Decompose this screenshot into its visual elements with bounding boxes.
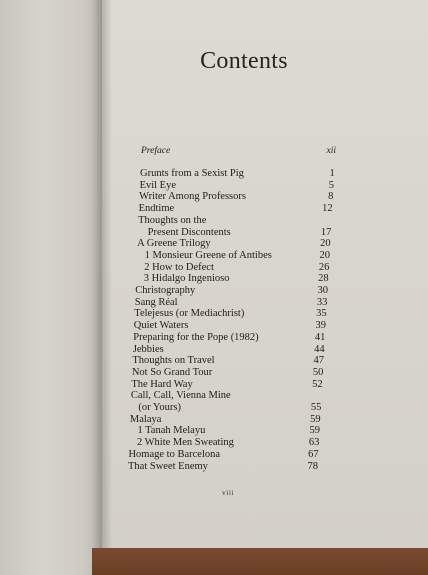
toc-entry-title: Grunts from a Sexist Pig — [140, 168, 244, 179]
toc-entry-page: 63 — [308, 437, 320, 449]
toc-entry-page: 67 — [308, 448, 319, 460]
toc-entry-title: 2 White Men Sweating — [136, 437, 234, 449]
toc-entry-title: Not So Grand Tour — [131, 366, 213, 378]
toc-entry-page: 28 — [318, 273, 329, 285]
toc-entry-title: (or Yours) — [138, 402, 181, 413]
toc-entry-title: Quiet Waters — [133, 320, 189, 332]
toc-entry — [0, 262, 428, 274]
toc-entry — [0, 238, 428, 250]
toc-entry-title: Endtime — [138, 203, 175, 215]
table-surface — [92, 548, 428, 575]
toc-entry-page: 78 — [307, 460, 318, 472]
toc-entry — [0, 320, 428, 332]
toc-entry-page: 20 — [320, 238, 331, 250]
toc-entry — [0, 203, 428, 215]
toc-entry-title: Homage to Barcelona — [128, 448, 221, 460]
toc-entry — [0, 145, 428, 157]
page-folio: viii — [222, 488, 235, 497]
toc-entry — [0, 191, 428, 203]
toc-entry-title: Jebbies — [132, 343, 164, 355]
toc-entry — [0, 180, 428, 192]
toc-entry-page: 33 — [316, 296, 328, 308]
toc-entry-title: Christography — [135, 285, 196, 296]
toc-entry-page: 35 — [316, 308, 327, 320]
toc-entry — [0, 168, 428, 180]
toc-entry — [0, 390, 428, 402]
toc-entry-title: Present Discontents — [147, 226, 231, 238]
toc-entry-page: 8 — [328, 191, 334, 203]
toc-entry-page: 52 — [312, 378, 323, 390]
toc-entry-title: 1 Monsieur Greene of Antibes — [144, 249, 272, 261]
toc-entry — [0, 414, 428, 426]
toc-entry-page: 59 — [310, 413, 321, 425]
toc-entry-title: Call, Call, Vienna Mine — [130, 390, 231, 402]
toc-entry — [0, 285, 428, 297]
toc-entry-page: 1 — [329, 168, 335, 179]
toc-entry-title: Preface — [141, 146, 171, 156]
toc-entry — [0, 355, 428, 367]
toc-entry — [0, 273, 428, 285]
toc-entry — [0, 297, 428, 309]
toc-entry — [0, 215, 428, 227]
toc-entry — [0, 227, 428, 239]
toc-entry-title: 1 Tanah Melayu — [137, 425, 206, 437]
toc-entry-title: Malaya — [129, 413, 162, 425]
toc-entry — [0, 437, 428, 449]
toc-entry-title: The Hard Way — [131, 378, 193, 390]
toc-entry-page: xii — [326, 146, 336, 156]
toc-entry-page: 55 — [310, 402, 322, 413]
toc-entry-title: Thoughts on the — [138, 214, 207, 226]
toc-entry — [0, 250, 428, 262]
toc-entry-page: 50 — [312, 366, 324, 378]
toc-entry-page: 44 — [314, 343, 325, 355]
toc-entry-title: Thoughts on Travel — [132, 355, 215, 367]
toc-entry-title: A Greene Trilogy — [137, 238, 211, 250]
toc-entry-page: 26 — [318, 261, 330, 273]
toc-entry-title: Evil Eye — [139, 179, 177, 191]
toc-entry-title: Writer Among Professors — [139, 191, 246, 203]
toc-entry-title: Telejesus (or Mediachrist) — [134, 308, 245, 320]
toc-entry-page: 30 — [317, 285, 328, 296]
toc-entry-title: That Sweet Enemy — [128, 460, 208, 472]
toc-entry-title: 3 Hidalgo Ingenioso — [143, 273, 230, 285]
toc-entry — [0, 367, 428, 379]
toc-entry-page: 17 — [320, 226, 332, 238]
toc-entry — [0, 379, 428, 391]
toc-entry-title: 2 How to Defect — [144, 261, 214, 273]
toc-entry — [0, 332, 428, 344]
toc-entry-page: 5 — [328, 179, 335, 191]
toc-entry — [0, 425, 428, 437]
toc-entry-page: 41 — [314, 331, 326, 343]
toc-entry-title: Sang Réal — [134, 296, 178, 308]
toc-entry-page: 12 — [322, 203, 333, 215]
toc-entry-page: 59 — [309, 425, 320, 437]
toc-entry-title: Preparing for the Pope (1982) — [133, 331, 259, 343]
toc-entry — [0, 308, 428, 320]
toc-entry-page: 39 — [315, 320, 326, 332]
toc-entry-page: 20 — [319, 249, 330, 261]
toc-entry — [0, 461, 428, 473]
toc-entry — [0, 449, 428, 461]
toc-entry — [0, 344, 428, 356]
page-title: Contents — [200, 48, 288, 74]
toc-entry-page: 47 — [313, 355, 324, 367]
toc-entry — [0, 402, 428, 414]
